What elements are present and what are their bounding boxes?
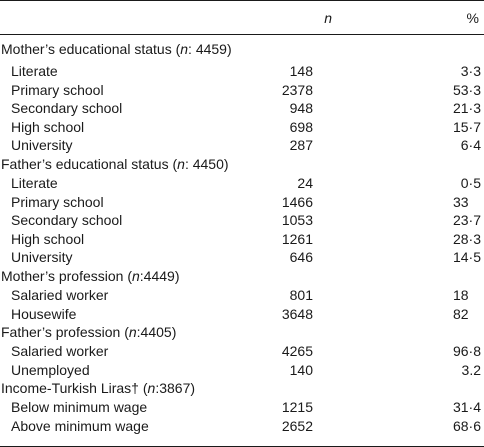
section-heading-father-profession: Father’s profession (n:4405) [1,324,177,340]
table-row: University 646 14·5 [11,249,481,266]
section-heading-income: Income-Turkish Liras† (n:3867) [1,380,196,396]
section-heading-father-education: Father’s educational status (n: 4450) [1,156,229,172]
table-row: Secondary school 1053 23·7 [11,212,481,229]
table-row: Above minimum wage 2652 68·6 [11,417,481,434]
table-row: Secondary school 948 21·3 [11,100,481,117]
table-row: University 287 6·4 [11,137,481,154]
table-row: Salaried worker 801 18 [11,287,469,303]
table-row: Unemployed 140 3.2 [11,361,481,378]
header-percent: % [466,10,479,26]
section-heading-mother-education: Mother’s educational status (n: 4459) [1,41,232,57]
table-row: Literate 24 0·5 [11,175,481,191]
header-rule [0,34,484,35]
table-row: High school 698 15·7 [11,118,481,135]
table-row: Primary school 1466 33 [11,193,469,210]
section-heading-mother-profession: Mother’s profession (n:4449) [1,268,180,284]
table-row: High school 1261 28·3 [11,230,481,247]
header-row [0,8,484,28]
table-row: Below minimum wage 1215 31·4 [11,399,481,415]
top-rule [0,0,484,1]
table-row: Literate 148 3·3 [11,63,481,79]
header-n: n [324,10,332,26]
table-row: Salaried worker 4265 96·8 [11,343,481,359]
table-row: Housewife 3648 82 [11,305,469,322]
table-row: Primary school 2378 53·3 [11,81,481,98]
